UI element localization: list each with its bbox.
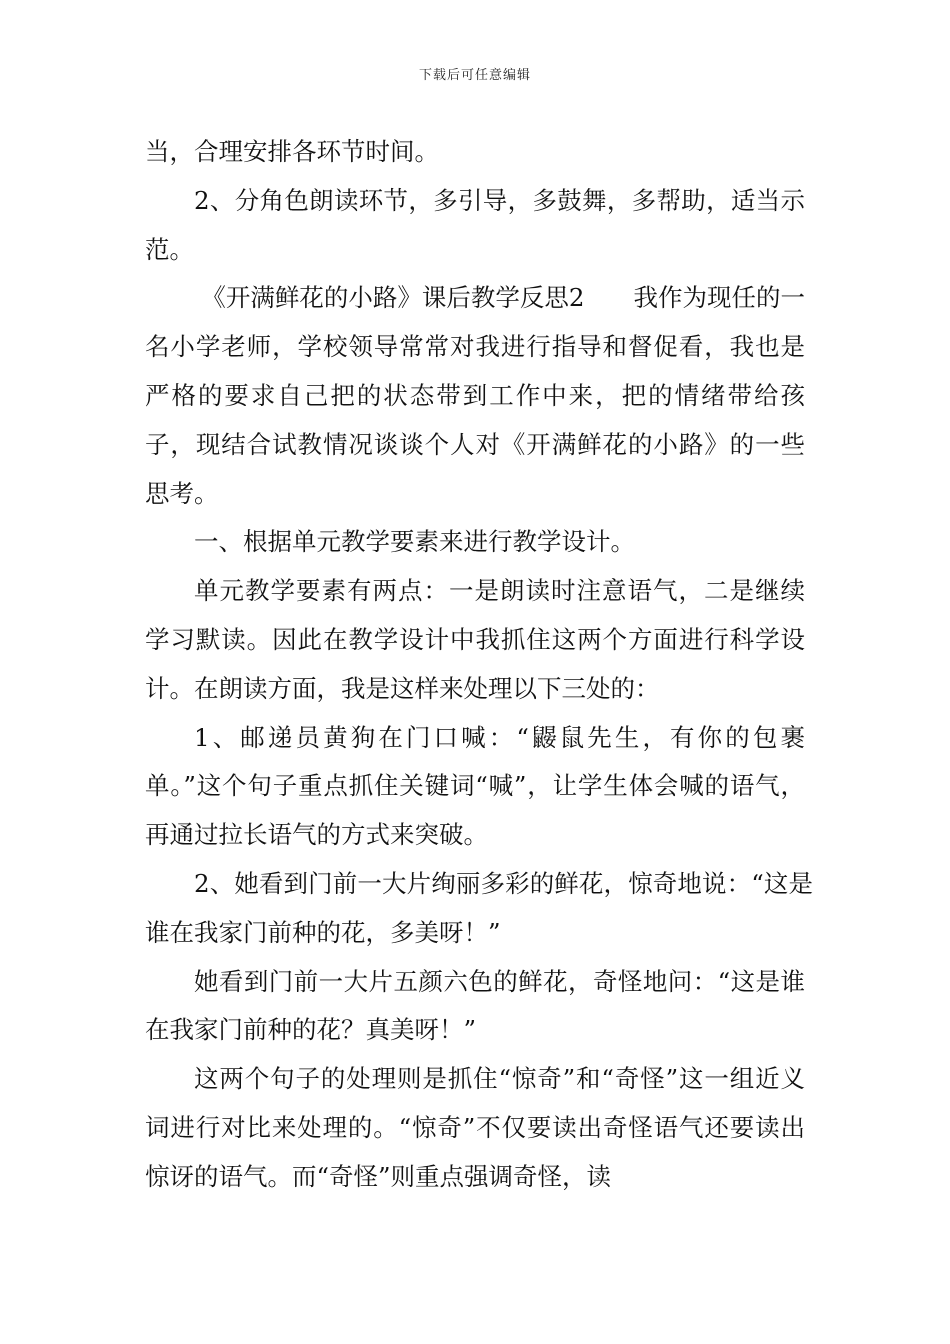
paragraph: 1、邮递员黄狗在门口喊：“鼹鼠先生，有你的包裹单。”这个句子重点抓住关键词“喊”，让学生体会喊的语气，再通过拉长语气的方式来突破。 xyxy=(145,722,805,850)
paragraph: 她看到门前一大片五颜六色的鲜花，奇怪地问：“这是谁在我家门前种的花？真美呀！” xyxy=(145,966,805,1045)
paragraph: 一、根据单元教学要素来进行教学设计。 xyxy=(194,527,635,557)
paragraph: 《开满鲜花的小路》课后教学反思2 我作为现任的一名小学老师，学校领导常常对我进行指导和督促看，我也是严格的要求自己把的状态带到工作中来，把的情绪带给孩子，现结合试教情况谈谈个人对《开满鲜花的小路》的一些思考。 xyxy=(145,283,805,508)
paragraph: 2、分角色朗读环节，多引导，多鼓舞，多帮助，适当示范。 xyxy=(145,185,805,264)
paragraph: 当，合理安排各环节时间。 xyxy=(145,137,439,166)
document-body xyxy=(145,128,813,1202)
paragraph: 这两个句子的处理则是抓住“惊奇”和“奇怪”这一组近义词进行对比来处理的。“惊奇”不仅要读出奇怪语气还要读出惊讶的语气。而“奇怪”则重点强调奇怪，读 xyxy=(145,1064,805,1191)
paragraph: 2、她看到门前一大片绚丽多彩的鲜花，惊奇地说：“这是谁在我家门前种的花，多美呀！” xyxy=(145,868,813,947)
paragraph: 单元教学要素有两点：一是朗读时注意语气，二是继续学习默读。因此在教学设计中我抓住这两个方面进行科学设计。在朗读方面，我是这样来处理以下三处的： xyxy=(145,576,805,703)
page-header: 下载后可任意编辑 xyxy=(418,68,531,83)
